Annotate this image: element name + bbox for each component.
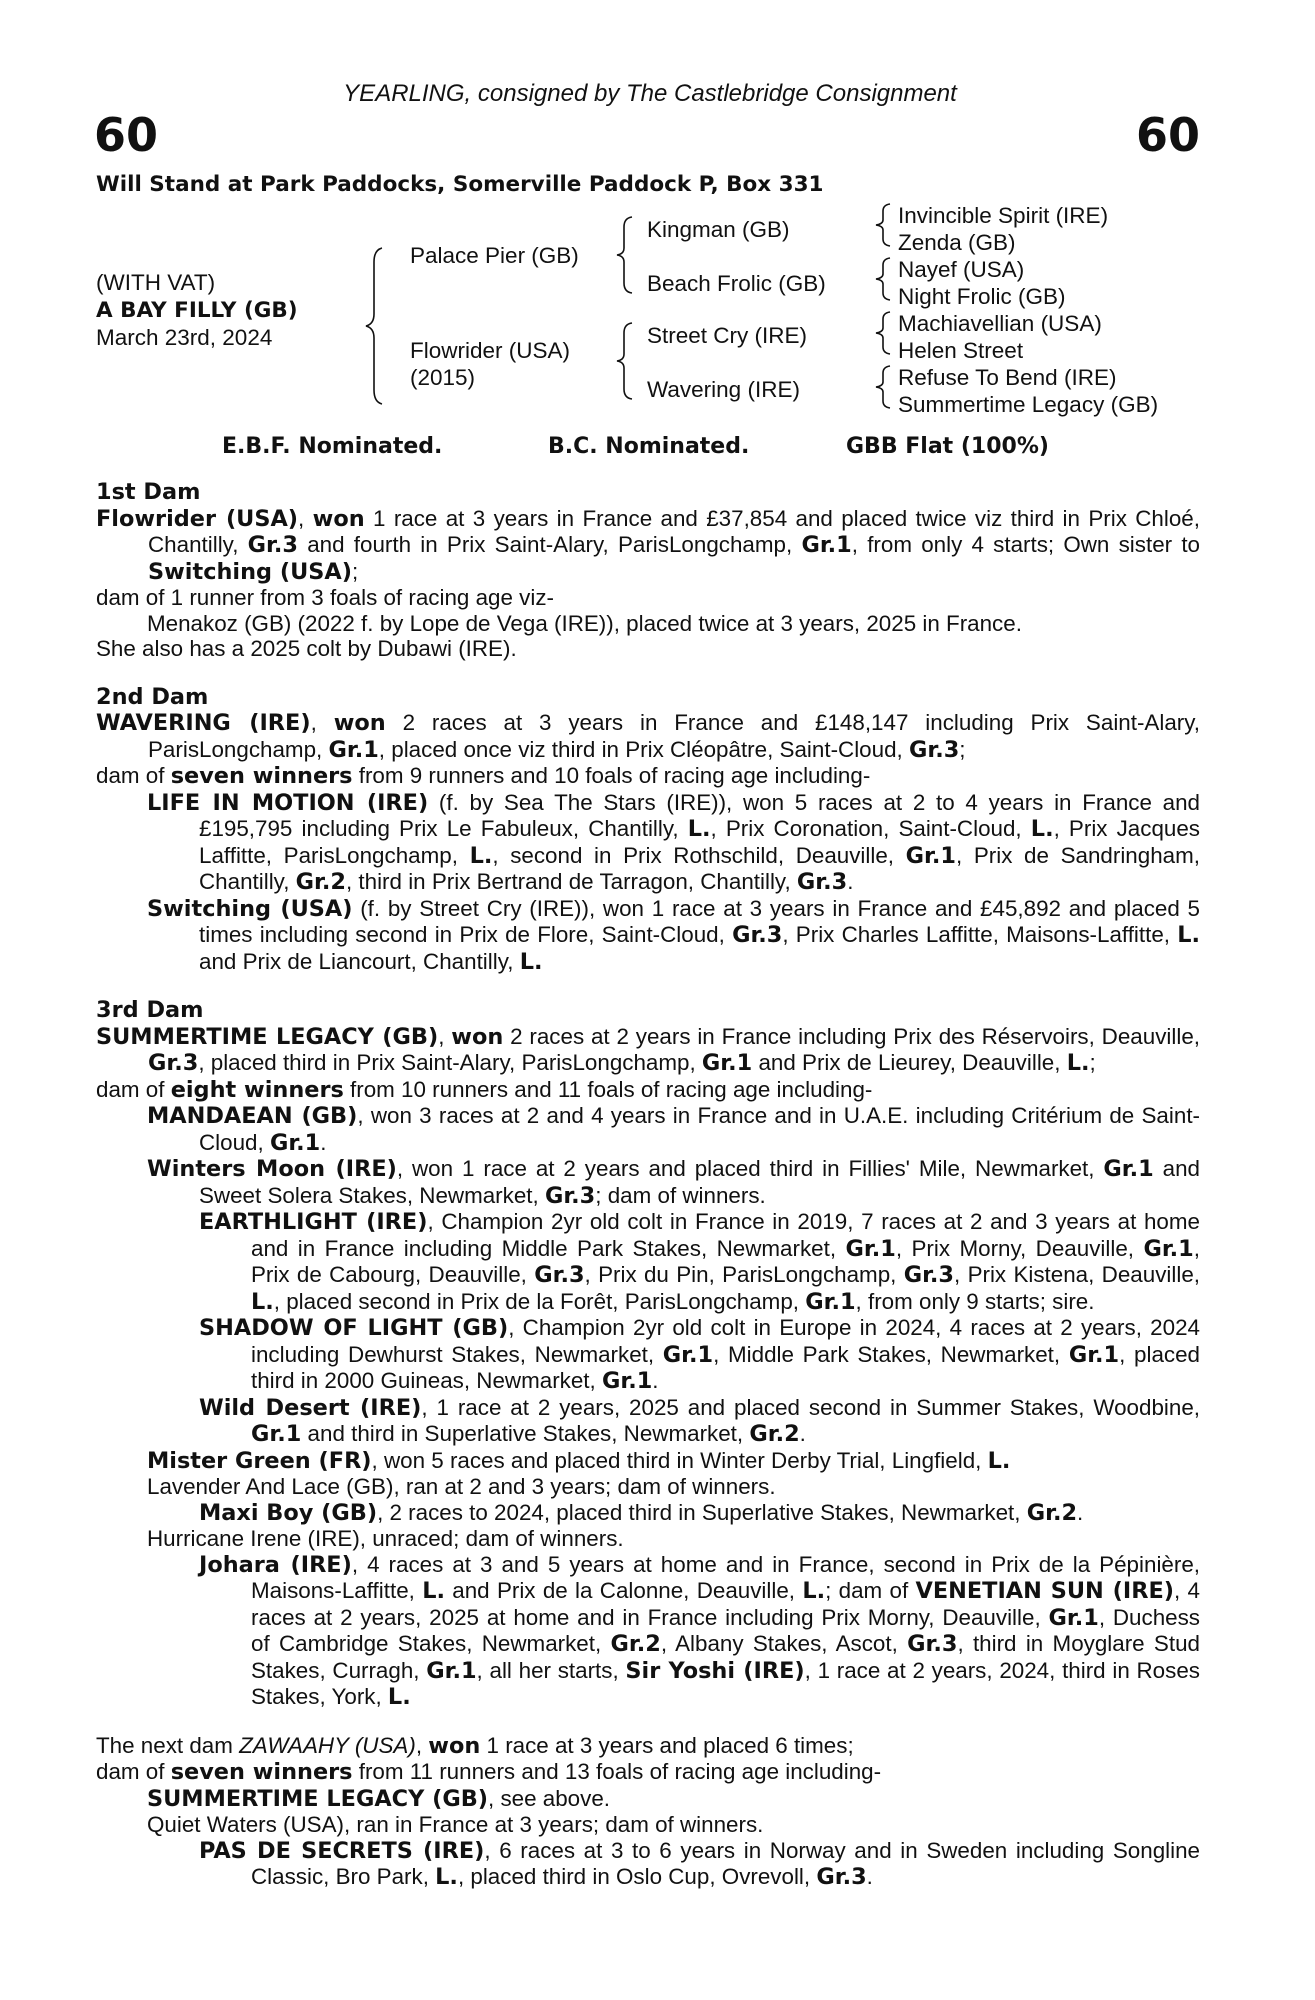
produce-switching: Switching (USA) (f. by Street Cry (IRE)), won 1 race at 3 years in France and £45,892 and placed 5 times including second in Prix de Flore, Saint-Cloud, Gr.3, Prix Charles Laffitte, Maisons-Laffitte, L. and Prix de Liancourt, Chantilly, L. [147,895,1201,975]
produce-earthlight: EARTHLIGHT (IRE), Champion 2yr old colt in France in 2019, 7 races at 2 and 3 years at home and in France including Middle Park Stakes, Newmarket, Gr.1, Prix Morny, Deauville, Gr.1, Prix de Cabourg, Deauville, Gr.3, Prix du Pin, ParisLongchamp, Gr.3, Prix Kistena, Deauville, L., placed second in Prix de la Forêt, ParisLongchamp, Gr.1, from only 9 starts; sire. [199,1209,1201,1315]
brace-dam-parents [612,321,636,401]
lot-number-right: 60 [1135,108,1200,162]
grandsire-4: Night Frolic (GB) [898,284,1066,309]
brace-sire-parents [612,215,636,295]
grandsire-6: Helen Street [898,338,1024,363]
catalogue-body [96,480,1200,1891]
produce-mister-green: Mister Green (FR), won 5 races and placed third in Winter Derby Trial, Lingfield, L. [147,1447,1011,1474]
first-dam-heading: 1st Dam [96,479,201,505]
sire-name: Palace Pier (GB) [410,243,579,268]
stand-location: Will Stand at Park Paddocks, Somerville Paddock P, Box 331 [96,172,824,197]
lot-number-left: 60 [94,108,159,162]
grandsire-1: Invincible Spirit (IRE) [898,203,1109,228]
dam-year: (2015) [410,365,476,390]
dam-sire: Street Cry (IRE) [647,323,808,348]
brace-g4 [872,364,894,410]
next-dam-entry: The next dam ZAWAAHY (USA), won 1 race at 3 years and placed 6 times; [96,1732,854,1759]
third-dam-produce-summary: dam of eight winners from 10 runners and 11 foals of racing age including- [96,1076,873,1103]
grandsire-7: Refuse To Bend (IRE) [898,365,1117,390]
third-dam-entry: SUMMERTIME LEGACY (GB), won 2 races at 2 years in France including Prix des Réservoirs, Deauville, Gr.3, placed third in Prix Saint-Alary, ParisLongchamp, Gr.1 and Prix de Lieurey, Deauville, L.; [96,1023,1200,1076]
bc-nominated: B.C. Nominated. [548,434,750,459]
produce-mandaean: MANDAEAN (GB), won 3 races at 2 and 4 years in France and in U.A.E. including Critérium de Saint-Cloud, Gr.1. [147,1103,1200,1156]
produce-maxi-boy: Maxi Boy (GB), 2 races to 2024, placed third in Superlative Stakes, Newmarket, Gr.2. [199,1499,1084,1526]
third-dam-heading: 3rd Dam [96,997,204,1023]
dam-dam: Wavering (IRE) [647,377,800,402]
dam-name: Flowrider (USA) [410,338,571,363]
produce-lavender-and-lace: Lavender And Lace (GB), ran at 2 and 3 years; dam of winners. [147,1474,776,1499]
sire-dam: Beach Frolic (GB) [647,271,826,296]
brace-g2 [872,256,894,302]
first-dam-entry: Flowrider (USA), won 1 race at 3 years in France and £37,854 and placed twice viz third in Prix Chloé, Chantilly, Gr.3 and fourth in Prix Saint-Alary, ParisLongchamp, Gr.1, from only 4 starts; Own sister to Switching (USA); [96,505,1200,585]
also-has-note: She also has a 2025 colt by Dubawi (IRE). [96,636,517,661]
foaling-date: March 23rd, 2024 [96,325,273,350]
produce-pas-de-secrets: PAS DE SECRETS (IRE), 6 races at 3 to 6 years in Norway and in Sweden including Songline Classic, Bro Park, L., placed third in Oslo Cup, Ovrevoll, Gr.3. [199,1837,1200,1890]
produce-johara: Johara (IRE), 4 races at 3 and 5 years at home and in France, second in Prix de la Pépinière, Maisons-Laffitte, L. and Prix de la Calonne, Deauville, L.; dam of VENETIAN SUN (IRE), 4 races at 2 years, 2025 at home and in France including Prix Morny, Deauville, Gr.1, Duchess of Cambridge Stakes, Newmarket, Gr.2, Albany Stakes, Ascot, Gr.3, third in Moyglare Stud Stakes, Curragh, Gr.1, all her starts, Sir Yoshi (IRE), 1 race at 2 years, 2024, third in Roses Stakes, York, L. [199,1551,1200,1710]
produce-wild-desert: Wild Desert (IRE), 1 race at 2 years, 2025 and placed second in Summer Stakes, Woodbine, Gr.1 and third in Superlative Stakes, Newmarket, Gr.2. [199,1394,1200,1447]
produce-summertime-legacy: SUMMERTIME LEGACY (GB), see above. [147,1785,610,1812]
next-dam-produce-summary: dam of seven winners from 11 runners and 13 foals of racing age including- [96,1759,882,1785]
second-dam-entry: WAVERING (IRE), won 2 races at 3 years in France and £148,147 including Prix Saint-Alary, ParisLongchamp, Gr.1, placed once viz third in Prix Cléopâtre, Saint-Cloud, Gr.3; [96,710,1200,763]
ebf-nominated: E.B.F. Nominated. [222,434,443,459]
grandsire-8: Summertime Legacy (GB) [898,392,1159,417]
gbb-flat: GBB Flat (100%) [846,434,1049,459]
grandsire-3: Nayef (USA) [898,257,1025,282]
consignment-line: YEARLING, consigned by The Castlebridge Consignment [343,80,957,107]
brace-sire-dam [360,246,390,406]
grandsire-2: Zenda (GB) [898,230,1016,255]
brace-g3 [872,310,894,356]
produce-menakoz: Menakoz (GB) (2022 f. by Lope de Vega (IRE)), placed twice at 3 years, 2025 in France. [147,610,1022,636]
grandsire-5: Machiavellian (USA) [898,311,1102,336]
second-dam-produce-summary: dam of seven winners from 9 runners and 10 foals of racing age including- [96,763,871,789]
horse-name: A BAY FILLY (GB) [96,298,298,323]
produce-shadow-of-light: SHADOW OF LIGHT (GB), Champion 2yr old colt in Europe in 2024, 4 races at 2 years, 2024 including Dewhurst Stakes, Newmarket, Gr.1, Middle Park Stakes, Newmarket, Gr.1, placed third in 2000 Guineas, Newmarket, Gr.1. [199,1315,1201,1394]
produce-winters-moon: Winters Moon (IRE), won 1 race at 2 years and placed third in Fillies' Mile, Newmarket, Gr.1 and Sweet Solera Stakes, Newmarket, Gr.3; dam of winners. [147,1156,1200,1209]
vat-note: (WITH VAT) [96,270,216,295]
produce-quiet-waters: Quiet Waters (USA), ran in France at 3 years; dam of winners. [147,1812,764,1837]
first-dam-produce-summary: dam of 1 runner from 3 foals of racing age viz- [96,585,554,610]
produce-life-in-motion: LIFE IN MOTION (IRE) (f. by Sea The Stars (IRE)), won 5 races at 2 to 4 years in France and £195,795 including Prix Le Fabuleux, Chantilly, L., Prix Coronation, Saint-Cloud, L., Prix Jacques Laffitte, ParisLongchamp, L., second in Prix Rothschild, Deauville, Gr.1, Prix de Sandringham, Chantilly, Gr.2, third in Prix Bertrand de Tarragon, Chantilly, Gr.3. [147,789,1201,895]
produce-hurricane-irene: Hurricane Irene (IRE), unraced; dam of winners. [147,1526,624,1551]
brace-g1 [872,202,894,248]
second-dam-heading: 2nd Dam [96,683,209,710]
sire-sire: Kingman (GB) [647,217,790,242]
